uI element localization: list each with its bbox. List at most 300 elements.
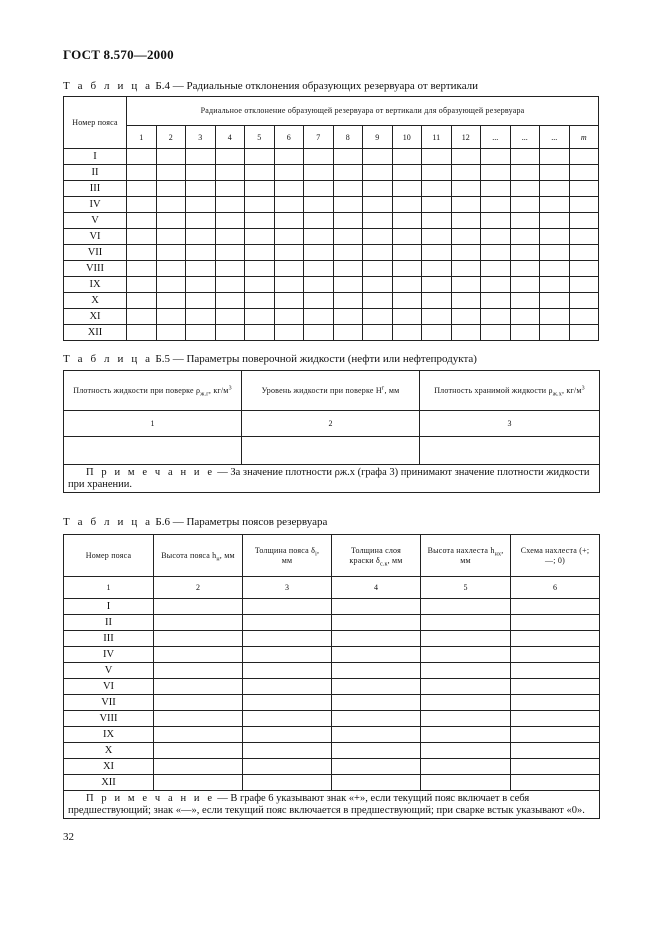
data-cell[interactable] bbox=[363, 197, 393, 213]
data-cell[interactable] bbox=[540, 293, 570, 309]
data-cell[interactable] bbox=[481, 293, 511, 309]
data-cell[interactable] bbox=[245, 165, 275, 181]
data-cell[interactable] bbox=[510, 181, 540, 197]
data-cell[interactable] bbox=[392, 197, 422, 213]
data-cell[interactable] bbox=[510, 165, 540, 181]
data-cell[interactable] bbox=[451, 165, 481, 181]
data-cell[interactable] bbox=[511, 727, 600, 743]
data-cell[interactable] bbox=[540, 325, 570, 341]
data-cell[interactable] bbox=[245, 277, 275, 293]
data-cell[interactable] bbox=[154, 679, 243, 695]
table-row bbox=[64, 165, 599, 181]
data-cell[interactable] bbox=[363, 229, 393, 245]
data-cell[interactable] bbox=[420, 437, 600, 465]
data-cell[interactable] bbox=[243, 599, 332, 615]
data-cell[interactable] bbox=[243, 631, 332, 647]
data-cell[interactable] bbox=[274, 277, 304, 293]
data-cell[interactable] bbox=[481, 309, 511, 325]
data-cell[interactable] bbox=[245, 197, 275, 213]
data-cell[interactable] bbox=[156, 277, 186, 293]
data-cell[interactable] bbox=[540, 213, 570, 229]
data-cell[interactable] bbox=[332, 695, 421, 711]
data-cell[interactable] bbox=[332, 631, 421, 647]
data-cell[interactable] bbox=[245, 309, 275, 325]
data-cell[interactable] bbox=[451, 325, 481, 341]
data-cell[interactable] bbox=[274, 165, 304, 181]
data-cell[interactable] bbox=[332, 599, 421, 615]
data-cell[interactable] bbox=[154, 711, 243, 727]
data-cell[interactable] bbox=[332, 775, 421, 791]
data-cell[interactable] bbox=[569, 229, 599, 245]
data-cell[interactable] bbox=[451, 213, 481, 229]
data-cell[interactable] bbox=[421, 727, 511, 743]
data-cell[interactable] bbox=[510, 213, 540, 229]
data-cell[interactable] bbox=[569, 165, 599, 181]
data-cell[interactable] bbox=[154, 727, 243, 743]
data-cell[interactable] bbox=[363, 261, 393, 277]
data-cell[interactable] bbox=[510, 245, 540, 261]
data-cell[interactable] bbox=[245, 229, 275, 245]
data-cell[interactable] bbox=[332, 615, 421, 631]
data-cell[interactable] bbox=[392, 181, 422, 197]
data-cell[interactable] bbox=[274, 197, 304, 213]
data-cell[interactable] bbox=[304, 293, 334, 309]
table-row bbox=[64, 631, 600, 647]
data-cell[interactable] bbox=[304, 165, 334, 181]
data-cell[interactable] bbox=[481, 181, 511, 197]
data-cell[interactable] bbox=[422, 309, 452, 325]
data-cell[interactable] bbox=[274, 213, 304, 229]
data-cell[interactable] bbox=[333, 245, 363, 261]
data-cell[interactable] bbox=[127, 293, 157, 309]
column-number: 8 bbox=[333, 126, 363, 149]
data-cell[interactable] bbox=[510, 293, 540, 309]
data-cell[interactable] bbox=[540, 197, 570, 213]
data-cell[interactable] bbox=[392, 149, 422, 165]
data-cell[interactable] bbox=[422, 277, 452, 293]
data-cell[interactable] bbox=[304, 309, 334, 325]
data-cell[interactable] bbox=[511, 647, 600, 663]
data-cell[interactable] bbox=[243, 759, 332, 775]
belt-number-cell: III bbox=[64, 631, 154, 647]
data-cell[interactable] bbox=[422, 165, 452, 181]
data-cell[interactable] bbox=[422, 261, 452, 277]
data-cell[interactable] bbox=[569, 197, 599, 213]
data-cell[interactable] bbox=[215, 325, 245, 341]
data-cell[interactable] bbox=[451, 309, 481, 325]
data-cell[interactable] bbox=[333, 261, 363, 277]
data-cell[interactable] bbox=[569, 277, 599, 293]
data-cell[interactable] bbox=[422, 149, 452, 165]
data-cell[interactable] bbox=[540, 261, 570, 277]
data-cell[interactable] bbox=[392, 309, 422, 325]
data-cell[interactable] bbox=[451, 261, 481, 277]
data-cell[interactable] bbox=[243, 615, 332, 631]
data-cell[interactable] bbox=[127, 229, 157, 245]
data-cell[interactable] bbox=[156, 245, 186, 261]
data-cell[interactable] bbox=[392, 165, 422, 181]
data-cell[interactable] bbox=[481, 197, 511, 213]
data-cell[interactable] bbox=[421, 695, 511, 711]
data-cell[interactable] bbox=[215, 309, 245, 325]
data-cell[interactable] bbox=[186, 293, 216, 309]
belt-number-cell: VI bbox=[64, 229, 127, 245]
data-cell[interactable] bbox=[569, 149, 599, 165]
data-cell[interactable] bbox=[127, 149, 157, 165]
data-cell[interactable] bbox=[245, 213, 275, 229]
data-cell[interactable] bbox=[451, 149, 481, 165]
data-cell[interactable] bbox=[156, 325, 186, 341]
data-cell[interactable] bbox=[154, 599, 243, 615]
data-cell[interactable] bbox=[540, 245, 570, 261]
table-row bbox=[64, 309, 599, 325]
data-cell[interactable] bbox=[127, 213, 157, 229]
data-cell[interactable] bbox=[569, 261, 599, 277]
data-cell[interactable] bbox=[186, 165, 216, 181]
data-cell[interactable] bbox=[481, 213, 511, 229]
data-cell[interactable] bbox=[215, 149, 245, 165]
document-id: ГОСТ 8.570—2000 bbox=[63, 47, 174, 62]
column-number: ... bbox=[510, 126, 540, 149]
data-cell[interactable] bbox=[540, 229, 570, 245]
data-cell[interactable] bbox=[215, 277, 245, 293]
data-cell[interactable] bbox=[510, 277, 540, 293]
data-cell[interactable] bbox=[481, 261, 511, 277]
data-cell[interactable] bbox=[421, 631, 511, 647]
data-cell[interactable] bbox=[392, 325, 422, 341]
table-row bbox=[64, 663, 600, 679]
data-cell[interactable] bbox=[304, 181, 334, 197]
data-cell[interactable] bbox=[392, 245, 422, 261]
column-number: 12 bbox=[451, 126, 481, 149]
data-cell[interactable] bbox=[127, 197, 157, 213]
header-unit: , кг/м bbox=[561, 385, 582, 395]
data-cell[interactable] bbox=[511, 599, 600, 615]
data-cell[interactable] bbox=[186, 181, 216, 197]
data-cell[interactable] bbox=[540, 149, 570, 165]
data-cell[interactable] bbox=[333, 181, 363, 197]
data-cell[interactable] bbox=[274, 293, 304, 309]
data-cell[interactable] bbox=[363, 309, 393, 325]
table-b5-header-row bbox=[64, 371, 600, 411]
data-cell[interactable] bbox=[154, 615, 243, 631]
data-cell[interactable] bbox=[421, 599, 511, 615]
data-cell[interactable] bbox=[569, 293, 599, 309]
data-cell[interactable] bbox=[127, 277, 157, 293]
data-cell[interactable] bbox=[154, 647, 243, 663]
data-cell[interactable] bbox=[392, 277, 422, 293]
data-cell[interactable] bbox=[422, 325, 452, 341]
data-cell[interactable] bbox=[510, 261, 540, 277]
data-cell[interactable] bbox=[333, 309, 363, 325]
data-cell[interactable] bbox=[481, 277, 511, 293]
data-cell[interactable] bbox=[421, 759, 511, 775]
data-cell[interactable] bbox=[64, 437, 242, 465]
data-cell[interactable] bbox=[245, 261, 275, 277]
table-row bbox=[64, 743, 600, 759]
table-row bbox=[64, 775, 600, 791]
data-cell[interactable] bbox=[481, 229, 511, 245]
data-cell[interactable] bbox=[510, 325, 540, 341]
data-cell[interactable] bbox=[421, 711, 511, 727]
data-cell[interactable] bbox=[154, 695, 243, 711]
data-cell[interactable] bbox=[511, 743, 600, 759]
data-cell[interactable] bbox=[186, 149, 216, 165]
data-cell[interactable] bbox=[392, 213, 422, 229]
data-cell[interactable] bbox=[127, 181, 157, 197]
data-cell[interactable] bbox=[392, 293, 422, 309]
data-cell[interactable] bbox=[481, 165, 511, 181]
column-header bbox=[64, 371, 242, 411]
data-cell[interactable] bbox=[421, 615, 511, 631]
table-row bbox=[64, 711, 600, 727]
data-cell[interactable] bbox=[156, 165, 186, 181]
data-cell[interactable] bbox=[304, 197, 334, 213]
data-cell[interactable] bbox=[511, 775, 600, 791]
table-row bbox=[64, 149, 599, 165]
data-cell[interactable] bbox=[511, 631, 600, 647]
data-cell[interactable] bbox=[243, 727, 332, 743]
data-cell[interactable] bbox=[215, 165, 245, 181]
header-subscript: i bbox=[315, 551, 317, 558]
data-cell[interactable] bbox=[156, 229, 186, 245]
data-cell[interactable] bbox=[186, 261, 216, 277]
header-subscript: ж.х bbox=[552, 391, 562, 398]
data-cell[interactable] bbox=[422, 181, 452, 197]
data-cell[interactable] bbox=[363, 277, 393, 293]
data-cell[interactable] bbox=[392, 261, 422, 277]
data-cell[interactable] bbox=[156, 149, 186, 165]
data-cell[interactable] bbox=[421, 663, 511, 679]
data-cell[interactable] bbox=[511, 663, 600, 679]
data-cell[interactable] bbox=[332, 679, 421, 695]
data-cell[interactable] bbox=[421, 647, 511, 663]
table-row bbox=[64, 647, 600, 663]
data-cell[interactable] bbox=[186, 245, 216, 261]
data-cell[interactable] bbox=[569, 181, 599, 197]
column-number: 1 bbox=[64, 411, 242, 437]
data-cell[interactable] bbox=[245, 245, 275, 261]
data-cell[interactable] bbox=[451, 293, 481, 309]
data-cell[interactable] bbox=[243, 743, 332, 759]
column-number: 3 bbox=[243, 577, 332, 599]
data-cell[interactable] bbox=[363, 149, 393, 165]
data-cell[interactable] bbox=[274, 261, 304, 277]
header-text: Высота нахлеста h bbox=[427, 545, 495, 555]
table-b5-caption-text: Б.5 — Параметры поверочной жидкости (нефти или нефтепродукта) bbox=[152, 353, 477, 365]
data-cell[interactable] bbox=[511, 679, 600, 695]
note-text: — За значение плотности ρж.х (графа 3) принимают значение плотности жидкости при хранении. bbox=[68, 466, 590, 490]
data-cell[interactable] bbox=[510, 197, 540, 213]
data-cell[interactable] bbox=[304, 245, 334, 261]
data-cell[interactable] bbox=[332, 727, 421, 743]
data-cell[interactable] bbox=[304, 277, 334, 293]
data-cell[interactable] bbox=[215, 197, 245, 213]
data-cell[interactable] bbox=[127, 261, 157, 277]
data-cell[interactable] bbox=[332, 711, 421, 727]
data-cell[interactable] bbox=[569, 325, 599, 341]
data-cell[interactable] bbox=[510, 229, 540, 245]
data-cell[interactable] bbox=[274, 229, 304, 245]
data-cell[interactable] bbox=[243, 711, 332, 727]
data-cell[interactable] bbox=[245, 149, 275, 165]
data-cell[interactable] bbox=[333, 213, 363, 229]
data-cell[interactable] bbox=[304, 213, 334, 229]
data-cell[interactable] bbox=[274, 149, 304, 165]
data-cell[interactable] bbox=[304, 261, 334, 277]
data-cell[interactable] bbox=[127, 245, 157, 261]
header-text: Толщина слоя краски δ bbox=[349, 545, 401, 565]
data-cell[interactable] bbox=[156, 261, 186, 277]
data-cell[interactable] bbox=[481, 325, 511, 341]
data-cell[interactable] bbox=[156, 293, 186, 309]
data-cell[interactable] bbox=[510, 309, 540, 325]
data-cell[interactable] bbox=[363, 165, 393, 181]
data-cell[interactable] bbox=[569, 245, 599, 261]
data-cell[interactable] bbox=[392, 229, 422, 245]
data-cell[interactable] bbox=[333, 149, 363, 165]
data-cell[interactable] bbox=[422, 293, 452, 309]
data-cell[interactable] bbox=[451, 245, 481, 261]
data-cell[interactable] bbox=[186, 197, 216, 213]
data-cell[interactable] bbox=[245, 325, 275, 341]
table-b6-caption-prefix: Т а б л и ц а bbox=[63, 516, 153, 528]
data-cell[interactable] bbox=[422, 197, 452, 213]
data-cell[interactable] bbox=[215, 213, 245, 229]
data-cell[interactable] bbox=[540, 309, 570, 325]
data-cell[interactable] bbox=[243, 647, 332, 663]
belt-number-cell: IV bbox=[64, 647, 154, 663]
data-cell[interactable] bbox=[481, 245, 511, 261]
data-cell[interactable] bbox=[215, 261, 245, 277]
belt-number-cell: VII bbox=[64, 245, 127, 261]
data-cell[interactable] bbox=[186, 309, 216, 325]
data-cell[interactable] bbox=[245, 181, 275, 197]
data-cell[interactable] bbox=[481, 149, 511, 165]
data-cell[interactable] bbox=[451, 277, 481, 293]
data-cell[interactable] bbox=[333, 293, 363, 309]
header-unit: , мм bbox=[219, 550, 235, 560]
data-cell[interactable] bbox=[154, 663, 243, 679]
column-number: 5 bbox=[421, 577, 511, 599]
data-cell[interactable] bbox=[274, 325, 304, 341]
data-cell[interactable] bbox=[511, 615, 600, 631]
data-cell[interactable] bbox=[186, 213, 216, 229]
data-cell[interactable] bbox=[540, 277, 570, 293]
data-cell[interactable] bbox=[243, 679, 332, 695]
data-cell[interactable] bbox=[540, 165, 570, 181]
column-number: 9 bbox=[363, 126, 393, 149]
table-b4-caption-text: Б.4 — Радиальные отклонения образующих резервуара от вертикали bbox=[152, 80, 479, 92]
data-cell[interactable] bbox=[332, 647, 421, 663]
data-cell[interactable] bbox=[569, 309, 599, 325]
data-cell[interactable] bbox=[451, 181, 481, 197]
data-cell[interactable] bbox=[332, 759, 421, 775]
data-cell[interactable] bbox=[304, 229, 334, 245]
data-cell[interactable] bbox=[127, 309, 157, 325]
data-cell[interactable] bbox=[540, 181, 570, 197]
data-cell[interactable] bbox=[156, 181, 186, 197]
data-cell[interactable] bbox=[333, 165, 363, 181]
data-cell[interactable] bbox=[156, 213, 186, 229]
data-cell[interactable] bbox=[333, 277, 363, 293]
data-cell[interactable] bbox=[332, 663, 421, 679]
data-cell[interactable] bbox=[332, 743, 421, 759]
data-cell[interactable] bbox=[363, 325, 393, 341]
column-header bbox=[243, 535, 332, 577]
belt-number-cell: II bbox=[64, 615, 154, 631]
data-cell[interactable] bbox=[569, 213, 599, 229]
data-cell[interactable] bbox=[363, 245, 393, 261]
data-cell[interactable] bbox=[127, 325, 157, 341]
table-b6 bbox=[63, 534, 600, 819]
data-cell[interactable] bbox=[156, 309, 186, 325]
data-cell[interactable] bbox=[422, 229, 452, 245]
data-cell[interactable] bbox=[511, 695, 600, 711]
data-cell[interactable] bbox=[215, 181, 245, 197]
data-cell[interactable] bbox=[243, 695, 332, 711]
column-number: 4 bbox=[215, 126, 245, 149]
data-cell[interactable] bbox=[363, 293, 393, 309]
data-cell[interactable] bbox=[242, 437, 420, 465]
data-cell[interactable] bbox=[245, 293, 275, 309]
data-cell[interactable] bbox=[243, 775, 332, 791]
data-cell[interactable] bbox=[333, 197, 363, 213]
data-cell[interactable] bbox=[333, 229, 363, 245]
data-cell[interactable] bbox=[186, 277, 216, 293]
data-cell[interactable] bbox=[451, 197, 481, 213]
data-cell[interactable] bbox=[274, 309, 304, 325]
data-cell[interactable] bbox=[154, 775, 243, 791]
data-cell[interactable] bbox=[154, 743, 243, 759]
data-cell[interactable] bbox=[215, 229, 245, 245]
data-cell[interactable] bbox=[274, 181, 304, 197]
data-cell[interactable] bbox=[186, 325, 216, 341]
data-cell[interactable] bbox=[421, 775, 511, 791]
data-cell[interactable] bbox=[451, 229, 481, 245]
data-cell[interactable] bbox=[511, 711, 600, 727]
data-cell[interactable] bbox=[186, 229, 216, 245]
data-cell[interactable] bbox=[243, 663, 332, 679]
belt-number-cell: XI bbox=[64, 309, 127, 325]
belt-number-cell: XII bbox=[64, 775, 154, 791]
belt-number-cell: IX bbox=[64, 727, 154, 743]
data-cell[interactable] bbox=[215, 245, 245, 261]
data-cell[interactable] bbox=[363, 181, 393, 197]
table-row bbox=[64, 325, 599, 341]
data-cell[interactable] bbox=[304, 149, 334, 165]
data-cell[interactable] bbox=[156, 197, 186, 213]
data-cell[interactable] bbox=[274, 245, 304, 261]
table-b5-column-numbers bbox=[64, 411, 600, 437]
data-cell[interactable] bbox=[421, 743, 511, 759]
data-cell[interactable] bbox=[154, 631, 243, 647]
data-cell[interactable] bbox=[304, 325, 334, 341]
data-cell[interactable] bbox=[127, 165, 157, 181]
data-cell[interactable] bbox=[154, 759, 243, 775]
data-cell[interactable] bbox=[333, 325, 363, 341]
data-cell[interactable] bbox=[422, 245, 452, 261]
column-number: 5 bbox=[245, 126, 275, 149]
data-cell[interactable] bbox=[510, 149, 540, 165]
column-header bbox=[242, 371, 420, 411]
data-cell[interactable] bbox=[215, 293, 245, 309]
data-cell[interactable] bbox=[421, 679, 511, 695]
data-cell[interactable] bbox=[511, 759, 600, 775]
data-cell[interactable] bbox=[422, 213, 452, 229]
data-cell[interactable] bbox=[363, 213, 393, 229]
belt-number-cell: XII bbox=[64, 325, 127, 341]
